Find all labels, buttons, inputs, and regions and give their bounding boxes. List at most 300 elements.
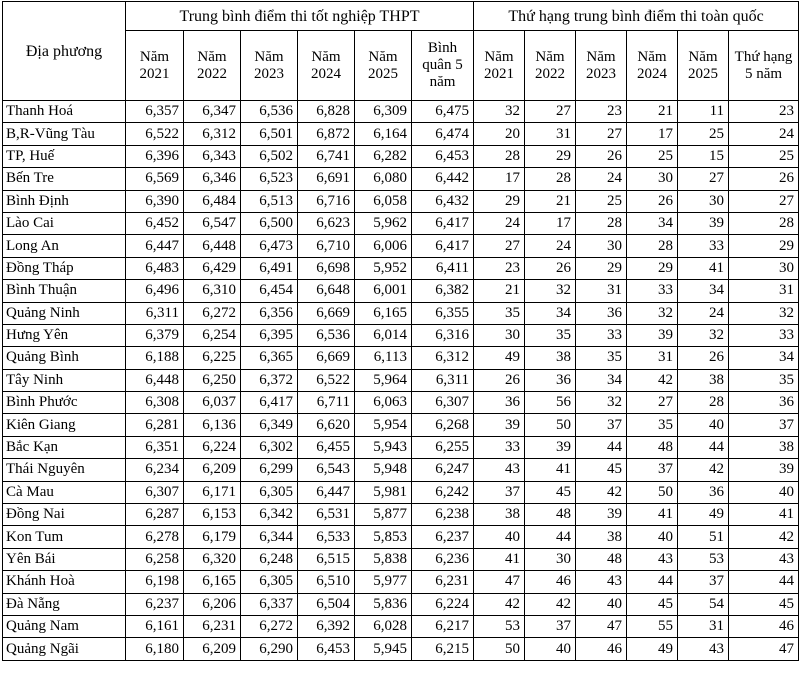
- rank-cell: 27: [474, 235, 525, 257]
- rank-5-years-cell: 34: [729, 347, 799, 369]
- rank-cell: 30: [678, 190, 729, 212]
- avg-score-cell: 6,231: [412, 571, 474, 593]
- score-cell: 6,305: [241, 571, 298, 593]
- score-cell: 6,522: [126, 123, 184, 145]
- score-cell: 6,513: [241, 190, 298, 212]
- score-cell: 6,504: [298, 593, 355, 615]
- rank-cell: 51: [678, 526, 729, 548]
- rank-cell: 28: [627, 235, 678, 257]
- rank-cell: 50: [627, 481, 678, 503]
- score-cell: 6,448: [126, 369, 184, 391]
- rank-5-years-cell: 37: [729, 414, 799, 436]
- rank-cell: 30: [474, 324, 525, 346]
- rank-cell: 40: [678, 414, 729, 436]
- score-cell: 6,028: [355, 615, 412, 637]
- score-cell: 5,943: [355, 436, 412, 458]
- table-row: [3, 571, 799, 593]
- score-cell: 6,620: [298, 414, 355, 436]
- score-cell: 6,351: [126, 436, 184, 458]
- rank-cell: 36: [576, 302, 627, 324]
- rank-cell: 29: [525, 145, 576, 167]
- rank-cell: 35: [627, 414, 678, 436]
- rank-cell: 45: [576, 459, 627, 481]
- avg-score-cell: 6,355: [412, 302, 474, 324]
- table-row: [3, 638, 799, 660]
- rank-cell: 32: [525, 280, 576, 302]
- score-cell: 6,153: [184, 504, 241, 526]
- rank-5-years-cell: 30: [729, 257, 799, 279]
- score-cell: 6,536: [241, 101, 298, 123]
- rank-cell: 55: [627, 615, 678, 637]
- locality-cell: Kon Tum: [3, 526, 126, 548]
- locality-cell: Long An: [3, 235, 126, 257]
- rank-cell: 26: [678, 347, 729, 369]
- table-row: [3, 504, 799, 526]
- rank-cell: 40: [525, 638, 576, 660]
- score-cell: 6,531: [298, 504, 355, 526]
- rank-cell: 48: [627, 436, 678, 458]
- table-row: [3, 414, 799, 436]
- table-row: [3, 123, 799, 145]
- locality-cell: Kiên Giang: [3, 414, 126, 436]
- rank-cell: 33: [474, 436, 525, 458]
- score-cell: 6,396: [126, 145, 184, 167]
- rank-cell: 37: [525, 615, 576, 637]
- score-cell: 6,711: [298, 392, 355, 414]
- score-cell: 6,491: [241, 257, 298, 279]
- locality-cell: Bắc Kạn: [3, 436, 126, 458]
- score-cell: 5,948: [355, 459, 412, 481]
- avg-score-cell: 6,432: [412, 190, 474, 212]
- rank-cell: 35: [576, 347, 627, 369]
- score-cell: 5,836: [355, 593, 412, 615]
- rank-cell: 37: [474, 481, 525, 503]
- locality-cell: Khánh Hoà: [3, 571, 126, 593]
- rank-5-years-cell: 26: [729, 168, 799, 190]
- table-row: [3, 593, 799, 615]
- score-cell: 6,716: [298, 190, 355, 212]
- score-cell: 6,165: [184, 571, 241, 593]
- score-cell: 6,165: [355, 302, 412, 324]
- rank-cell: 25: [627, 145, 678, 167]
- score-cell: 6,164: [355, 123, 412, 145]
- score-cell: 6,206: [184, 593, 241, 615]
- score-cell: 6,698: [298, 257, 355, 279]
- header-score-year: Năm 2023: [241, 31, 298, 101]
- score-cell: 6,308: [126, 392, 184, 414]
- rank-5-years-cell: 46: [729, 615, 799, 637]
- rank-cell: 41: [525, 459, 576, 481]
- rank-cell: 49: [627, 638, 678, 660]
- rank-5-years-cell: 25: [729, 145, 799, 167]
- rank-cell: 27: [525, 101, 576, 123]
- header-rank-year: Năm 2023: [576, 31, 627, 101]
- score-cell: 6,390: [126, 190, 184, 212]
- score-cell: 6,453: [298, 638, 355, 660]
- rank-cell: 23: [474, 257, 525, 279]
- table-row: [3, 302, 799, 324]
- header-score-year: Năm 2022: [184, 31, 241, 101]
- score-cell: 6,254: [184, 324, 241, 346]
- score-cell: 5,981: [355, 481, 412, 503]
- score-cell: 6,484: [184, 190, 241, 212]
- rank-cell: 50: [474, 638, 525, 660]
- score-cell: 6,741: [298, 145, 355, 167]
- rank-cell: 34: [627, 212, 678, 234]
- score-cell: 6,188: [126, 347, 184, 369]
- score-cell: 6,113: [355, 347, 412, 369]
- rank-cell: 38: [576, 526, 627, 548]
- rank-cell: 45: [525, 481, 576, 503]
- avg-score-cell: 6,238: [412, 504, 474, 526]
- header-rank-5-years: Thứ hạng 5 năm: [729, 31, 799, 101]
- rank-cell: 17: [627, 123, 678, 145]
- score-cell: 6,473: [241, 235, 298, 257]
- rank-5-years-cell: 24: [729, 123, 799, 145]
- score-cell: 6,515: [298, 548, 355, 570]
- score-cell: 5,838: [355, 548, 412, 570]
- rank-cell: 42: [678, 459, 729, 481]
- rank-cell: 42: [576, 481, 627, 503]
- score-cell: 6,180: [126, 638, 184, 660]
- rank-cell: 17: [525, 212, 576, 234]
- score-cell: 6,320: [184, 548, 241, 570]
- avg-score-cell: 6,474: [412, 123, 474, 145]
- score-cell: 6,357: [126, 101, 184, 123]
- score-cell: 6,312: [184, 123, 241, 145]
- table-row: [3, 190, 799, 212]
- rank-cell: 46: [576, 638, 627, 660]
- avg-score-cell: 6,255: [412, 436, 474, 458]
- table-row: [3, 548, 799, 570]
- score-cell: 6,343: [184, 145, 241, 167]
- score-cell: 6,523: [241, 168, 298, 190]
- rank-5-years-cell: 42: [729, 526, 799, 548]
- rank-5-years-cell: 40: [729, 481, 799, 503]
- table-row: [3, 526, 799, 548]
- score-cell: 6,258: [126, 548, 184, 570]
- score-cell: 6,536: [298, 324, 355, 346]
- rank-cell: 39: [474, 414, 525, 436]
- avg-score-cell: 6,247: [412, 459, 474, 481]
- rank-cell: 44: [576, 436, 627, 458]
- rank-cell: 31: [627, 347, 678, 369]
- score-cell: 6,828: [298, 101, 355, 123]
- rank-cell: 39: [678, 212, 729, 234]
- rank-5-years-cell: 36: [729, 392, 799, 414]
- rank-cell: 46: [525, 571, 576, 593]
- score-cell: 6,483: [126, 257, 184, 279]
- score-cell: 6,161: [126, 615, 184, 637]
- score-cell: 6,522: [298, 369, 355, 391]
- rank-cell: 15: [678, 145, 729, 167]
- avg-score-cell: 6,217: [412, 615, 474, 637]
- rank-cell: 40: [627, 526, 678, 548]
- table-row: [3, 280, 799, 302]
- rank-5-years-cell: 23: [729, 101, 799, 123]
- rank-cell: 25: [678, 123, 729, 145]
- rank-5-years-cell: 39: [729, 459, 799, 481]
- rank-cell: 36: [474, 392, 525, 414]
- locality-cell: Đà Nẵng: [3, 593, 126, 615]
- rank-cell: 26: [627, 190, 678, 212]
- header-group-ranks: Thứ hạng trung bình điểm thi toàn quốc: [474, 2, 799, 31]
- locality-cell: B,R-Vũng Tàu: [3, 123, 126, 145]
- rank-cell: 17: [474, 168, 525, 190]
- rank-5-years-cell: 43: [729, 548, 799, 570]
- rank-cell: 42: [627, 369, 678, 391]
- avg-score-cell: 6,236: [412, 548, 474, 570]
- score-cell: 6,171: [184, 481, 241, 503]
- header-rank-year: Năm 2022: [525, 31, 576, 101]
- score-cell: 6,543: [298, 459, 355, 481]
- avg-score-cell: 6,307: [412, 392, 474, 414]
- score-cell: 6,337: [241, 593, 298, 615]
- avg-score-cell: 6,268: [412, 414, 474, 436]
- table-row: [3, 168, 799, 190]
- rank-cell: 43: [627, 548, 678, 570]
- rank-cell: 31: [576, 280, 627, 302]
- rank-cell: 31: [525, 123, 576, 145]
- rank-cell: 47: [474, 571, 525, 593]
- score-cell: 6,136: [184, 414, 241, 436]
- avg-score-cell: 6,312: [412, 347, 474, 369]
- rank-cell: 43: [474, 459, 525, 481]
- score-cell: 6,080: [355, 168, 412, 190]
- score-cell: 6,237: [126, 593, 184, 615]
- rank-cell: 41: [474, 548, 525, 570]
- rank-cell: 33: [678, 235, 729, 257]
- table-row: [3, 101, 799, 123]
- header-score-year: Năm 2024: [298, 31, 355, 101]
- rank-cell: 24: [678, 302, 729, 324]
- locality-cell: Đồng Nai: [3, 504, 126, 526]
- rank-cell: 39: [525, 436, 576, 458]
- rank-cell: 29: [576, 257, 627, 279]
- avg-score-cell: 6,453: [412, 145, 474, 167]
- rank-5-years-cell: 28: [729, 212, 799, 234]
- score-cell: 6,001: [355, 280, 412, 302]
- rank-cell: 44: [525, 526, 576, 548]
- score-cell: 6,287: [126, 504, 184, 526]
- score-cell: 5,945: [355, 638, 412, 660]
- locality-cell: Cà Mau: [3, 481, 126, 503]
- table-row: [3, 347, 799, 369]
- table-row: [3, 459, 799, 481]
- rank-cell: 49: [474, 347, 525, 369]
- rank-cell: 21: [525, 190, 576, 212]
- rank-cell: 42: [525, 593, 576, 615]
- score-cell: 6,379: [126, 324, 184, 346]
- score-cell: 6,691: [298, 168, 355, 190]
- score-cell: 5,877: [355, 504, 412, 526]
- rank-cell: 50: [525, 414, 576, 436]
- score-cell: 6,454: [241, 280, 298, 302]
- table-row: [3, 615, 799, 637]
- rank-cell: 53: [678, 548, 729, 570]
- score-cell: 6,417: [241, 392, 298, 414]
- rank-cell: 48: [576, 548, 627, 570]
- score-cell: 6,179: [184, 526, 241, 548]
- score-cell: 6,014: [355, 324, 412, 346]
- rank-cell: 36: [678, 481, 729, 503]
- score-cell: 6,234: [126, 459, 184, 481]
- rank-cell: 27: [678, 168, 729, 190]
- rank-cell: 32: [678, 324, 729, 346]
- rank-cell: 39: [576, 504, 627, 526]
- table-row: [3, 145, 799, 167]
- rank-cell: 43: [576, 571, 627, 593]
- rank-cell: 37: [678, 571, 729, 593]
- score-cell: 6,429: [184, 257, 241, 279]
- rank-cell: 45: [627, 593, 678, 615]
- rank-cell: 38: [525, 347, 576, 369]
- rank-cell: 53: [474, 615, 525, 637]
- locality-cell: Lào Cai: [3, 212, 126, 234]
- score-cell: 6,669: [298, 347, 355, 369]
- rank-cell: 21: [627, 101, 678, 123]
- rank-cell: 32: [474, 101, 525, 123]
- rank-cell: 11: [678, 101, 729, 123]
- avg-score-cell: 6,417: [412, 235, 474, 257]
- rank-cell: 25: [576, 190, 627, 212]
- rank-cell: 42: [474, 593, 525, 615]
- score-cell: 6,547: [184, 212, 241, 234]
- avg-score-cell: 6,442: [412, 168, 474, 190]
- score-cell: 6,290: [241, 638, 298, 660]
- rank-cell: 31: [678, 615, 729, 637]
- score-cell: 6,342: [241, 504, 298, 526]
- table-row: [3, 324, 799, 346]
- score-cell: 6,448: [184, 235, 241, 257]
- rank-5-years-cell: 27: [729, 190, 799, 212]
- score-cell: 6,278: [126, 526, 184, 548]
- score-cell: 6,648: [298, 280, 355, 302]
- score-cell: 6,225: [184, 347, 241, 369]
- score-cell: 6,198: [126, 571, 184, 593]
- rank-cell: 21: [474, 280, 525, 302]
- table-body: [3, 101, 799, 661]
- score-cell: 6,281: [126, 414, 184, 436]
- rank-cell: 41: [627, 504, 678, 526]
- score-cell: 6,533: [298, 526, 355, 548]
- score-cell: 6,710: [298, 235, 355, 257]
- rank-cell: 36: [525, 369, 576, 391]
- rank-cell: 49: [678, 504, 729, 526]
- rank-cell: 54: [678, 593, 729, 615]
- score-cell: 6,209: [184, 638, 241, 660]
- rank-cell: 35: [525, 324, 576, 346]
- locality-cell: Bình Phước: [3, 392, 126, 414]
- locality-cell: Bến Tre: [3, 168, 126, 190]
- table-row: [3, 436, 799, 458]
- avg-score-cell: 6,311: [412, 369, 474, 391]
- rank-5-years-cell: 32: [729, 302, 799, 324]
- score-cell: 6,310: [184, 280, 241, 302]
- score-cell: 6,501: [241, 123, 298, 145]
- rank-cell: 56: [525, 392, 576, 414]
- rank-cell: 30: [576, 235, 627, 257]
- rank-cell: 37: [627, 459, 678, 481]
- locality-cell: Quảng Ninh: [3, 302, 126, 324]
- score-cell: 6,311: [126, 302, 184, 324]
- score-cell: 6,447: [126, 235, 184, 257]
- table-row: [3, 369, 799, 391]
- score-cell: 6,037: [184, 392, 241, 414]
- score-cell: 6,063: [355, 392, 412, 414]
- score-cell: 6,231: [184, 615, 241, 637]
- score-cell: 6,305: [241, 481, 298, 503]
- avg-score-cell: 6,237: [412, 526, 474, 548]
- avg-score-cell: 6,316: [412, 324, 474, 346]
- score-cell: 6,349: [241, 414, 298, 436]
- score-cell: 6,569: [126, 168, 184, 190]
- score-cell: 6,447: [298, 481, 355, 503]
- avg-score-cell: 6,242: [412, 481, 474, 503]
- rank-5-years-cell: 41: [729, 504, 799, 526]
- rank-cell: 41: [678, 257, 729, 279]
- rank-cell: 44: [627, 571, 678, 593]
- score-cell: 6,372: [241, 369, 298, 391]
- score-cell: 5,977: [355, 571, 412, 593]
- table-row: [3, 392, 799, 414]
- score-cell: 5,964: [355, 369, 412, 391]
- exam-score-table: [2, 1, 799, 661]
- rank-5-years-cell: 44: [729, 571, 799, 593]
- locality-cell: Hưng Yên: [3, 324, 126, 346]
- locality-cell: Bình Thuận: [3, 280, 126, 302]
- score-cell: 6,248: [241, 548, 298, 570]
- rank-5-years-cell: 35: [729, 369, 799, 391]
- rank-5-years-cell: 47: [729, 638, 799, 660]
- rank-cell: 26: [525, 257, 576, 279]
- table-row: [3, 212, 799, 234]
- rank-cell: 29: [627, 257, 678, 279]
- rank-5-years-cell: 31: [729, 280, 799, 302]
- rank-cell: 39: [627, 324, 678, 346]
- score-cell: 6,309: [355, 101, 412, 123]
- rank-cell: 26: [474, 369, 525, 391]
- table-row: [3, 481, 799, 503]
- rank-cell: 20: [474, 123, 525, 145]
- header-rank-year: Năm 2024: [627, 31, 678, 101]
- locality-cell: Yên Bái: [3, 548, 126, 570]
- header-rank-year: Năm 2021: [474, 31, 525, 101]
- rank-cell: 28: [474, 145, 525, 167]
- score-cell: 5,853: [355, 526, 412, 548]
- rank-cell: 28: [576, 212, 627, 234]
- header-score-year: Năm 2021: [126, 31, 184, 101]
- avg-score-cell: 6,411: [412, 257, 474, 279]
- avg-score-cell: 6,382: [412, 280, 474, 302]
- rank-5-years-cell: 45: [729, 593, 799, 615]
- score-cell: 6,346: [184, 168, 241, 190]
- score-cell: 6,502: [241, 145, 298, 167]
- header-group-scores: Trung bình điểm thi tốt nghiệp THPT: [126, 2, 474, 31]
- score-cell: 6,500: [241, 212, 298, 234]
- score-cell: 6,058: [355, 190, 412, 212]
- rank-cell: 32: [627, 302, 678, 324]
- rank-cell: 33: [627, 280, 678, 302]
- avg-score-cell: 6,417: [412, 212, 474, 234]
- score-cell: 6,395: [241, 324, 298, 346]
- score-cell: 6,356: [241, 302, 298, 324]
- score-cell: 6,347: [184, 101, 241, 123]
- locality-cell: TP, Huế: [3, 145, 126, 167]
- rank-cell: 38: [474, 504, 525, 526]
- score-cell: 6,006: [355, 235, 412, 257]
- rank-cell: 40: [576, 593, 627, 615]
